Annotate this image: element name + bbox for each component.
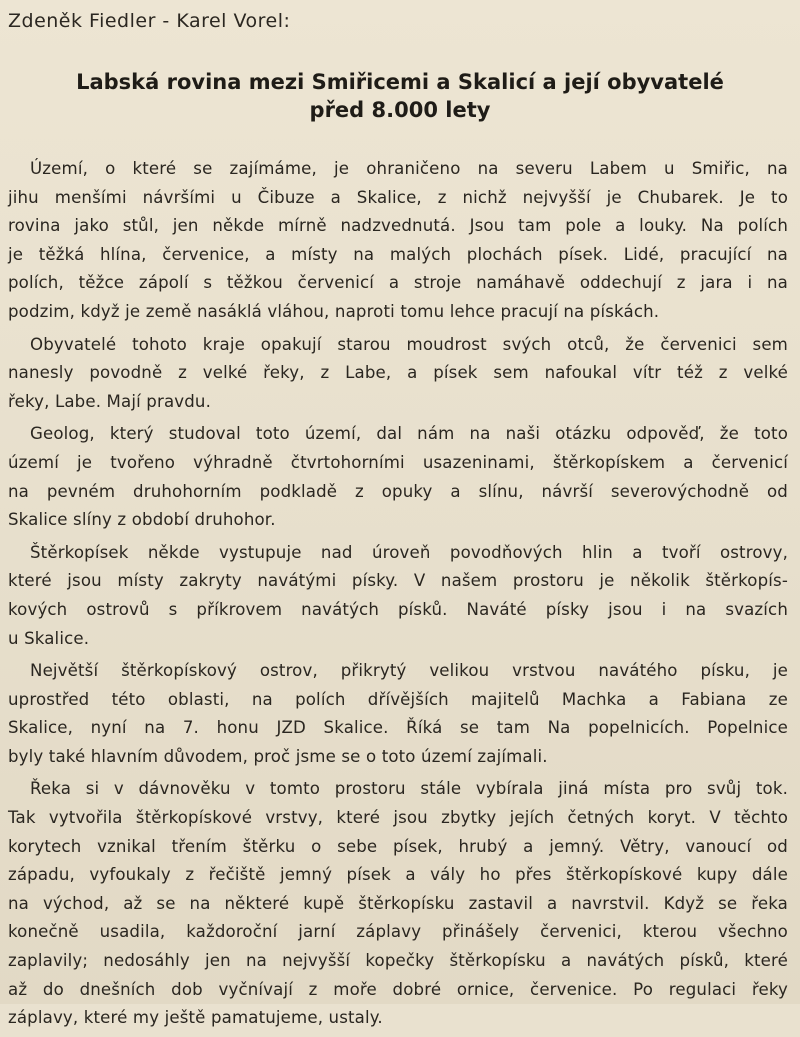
authors-line: Zdeněk Fiedler - Karel Vorel: — [8, 10, 291, 32]
text-line: Řeka si v dávnověku v tomto prostoru stále vybírala jiná místa pro svůj tok. — [30, 779, 788, 799]
text-line: řeky, Labe. Mají pravdu. — [8, 391, 212, 411]
title-line-2: před 8.000 lety — [309, 98, 491, 122]
text-line: na pevném druhohorním podkladě z opuky a slínu, návrší severovýchodně od — [8, 481, 788, 501]
text-line: byly také hlavním důvodem, proč jsme se o toto území zajímali. — [8, 746, 548, 766]
paragraph-1 — [8, 155, 788, 327]
text-line: konečně usadila, každoroční jarní záplavy přinášely červenici, kterou všechno — [8, 922, 788, 942]
text-line: Skalice slíny z období druhohor. — [8, 510, 276, 530]
paragraph-6 — [8, 775, 788, 1032]
paragraph-3 — [8, 420, 788, 534]
text-line: korytech vznikal třením štěrku o sebe písek, hrubý a jemný. Větry, vanoucí od — [8, 836, 788, 856]
text-line: Tak vytvořila štěrkopískové vrstvy, které jsou zbytky jejích četných koryt. V těchto — [8, 808, 788, 828]
text-line: je těžká hlína, červenice, a místy na malých plochách písek. Lidé, pracující na — [8, 244, 788, 264]
text-line: až do dnešních dob vyčnívají z moře dobré ornice, červenice. Po regulaci řeky — [8, 979, 788, 999]
text-line: jihu menšími návršími u Čibuze a Skalice, z nichž nejvyšší je Chubarek. Je to — [8, 187, 788, 207]
text-line: Obyvatelé tohoto kraje opakují starou moudrost svých otců, že červenici sem — [30, 334, 788, 354]
text-line: nanesly povodně z velké řeky, z Labe, a písek sem nafoukal vítr též z velké — [8, 363, 788, 383]
paragraph-2 — [8, 331, 788, 417]
text-line: Štěrkopísek někde vystupuje nad úroveň povodňových hlin a tvoří ostrovy, — [30, 542, 788, 562]
article-title — [0, 68, 800, 124]
text-line: uprostřed této oblasti, na polích dřívějších majitelů Machka a Fabiana ze — [8, 689, 788, 709]
text-line: podzim, když je země nasáklá vláhou, naproti tomu lehce pracují na pískách. — [8, 301, 660, 321]
text-line: Největší štěrkopískový ostrov, přikrytý velikou vrstvou navátého písku, je — [30, 661, 788, 681]
paragraph-5 — [8, 657, 788, 771]
text-line: Území, o které se zajímáme, je ohraničeno na severu Labem u Smiřic, na — [30, 159, 788, 178]
text-line: kových ostrovů s příkrovem navátých písků. Naváté písky jsou i na svazích — [8, 599, 788, 619]
text-line: západu, vyfoukaly z řečiště jemný písek a vály ho přes štěrkopískové kupy dále — [8, 865, 788, 885]
text-line: které jsou místy zakryty navátými písky. V našem prostoru je několik štěrkopís- — [8, 571, 788, 591]
text-line: na východ, až se na některé kupě štěrkopísku zastavil a navrstvil. Když se řeka — [8, 893, 788, 913]
title-line-1: Labská rovina mezi Smiřicemi a Skalicí a její obyvatelé — [76, 70, 724, 94]
text-line: záplavy, které my ještě pamatujeme, ustaly. — [8, 1008, 383, 1028]
text-line: zaplavily; nedosáhly jen na nejvyšší kopečky štěrkopísku a navátých písků, které — [8, 951, 788, 971]
text-line: u Skalice. — [8, 628, 90, 648]
text-line: Geolog, který studoval toto území, dal nám na naši otázku odpověď, že toto — [30, 424, 788, 444]
text-line: Skalice, nyní na 7. honu JZD Skalice. Říká se tam Na popelnicích. Popelnice — [8, 718, 788, 738]
text-line: polích, těžce zápolí s těžkou červenicí a stroje namáhavě oddechují z jara i na — [8, 273, 788, 293]
text-line: území je tvořeno výhradně čtvrtohorními usazeninami, štěrkopískem a červenicí — [8, 452, 788, 472]
paragraph-4 — [8, 539, 788, 653]
text-line: rovina jako stůl, jen někde mírně nadzvednutá. Jsou tam pole a louky. Na polích — [8, 216, 788, 236]
article-body — [8, 155, 788, 1037]
